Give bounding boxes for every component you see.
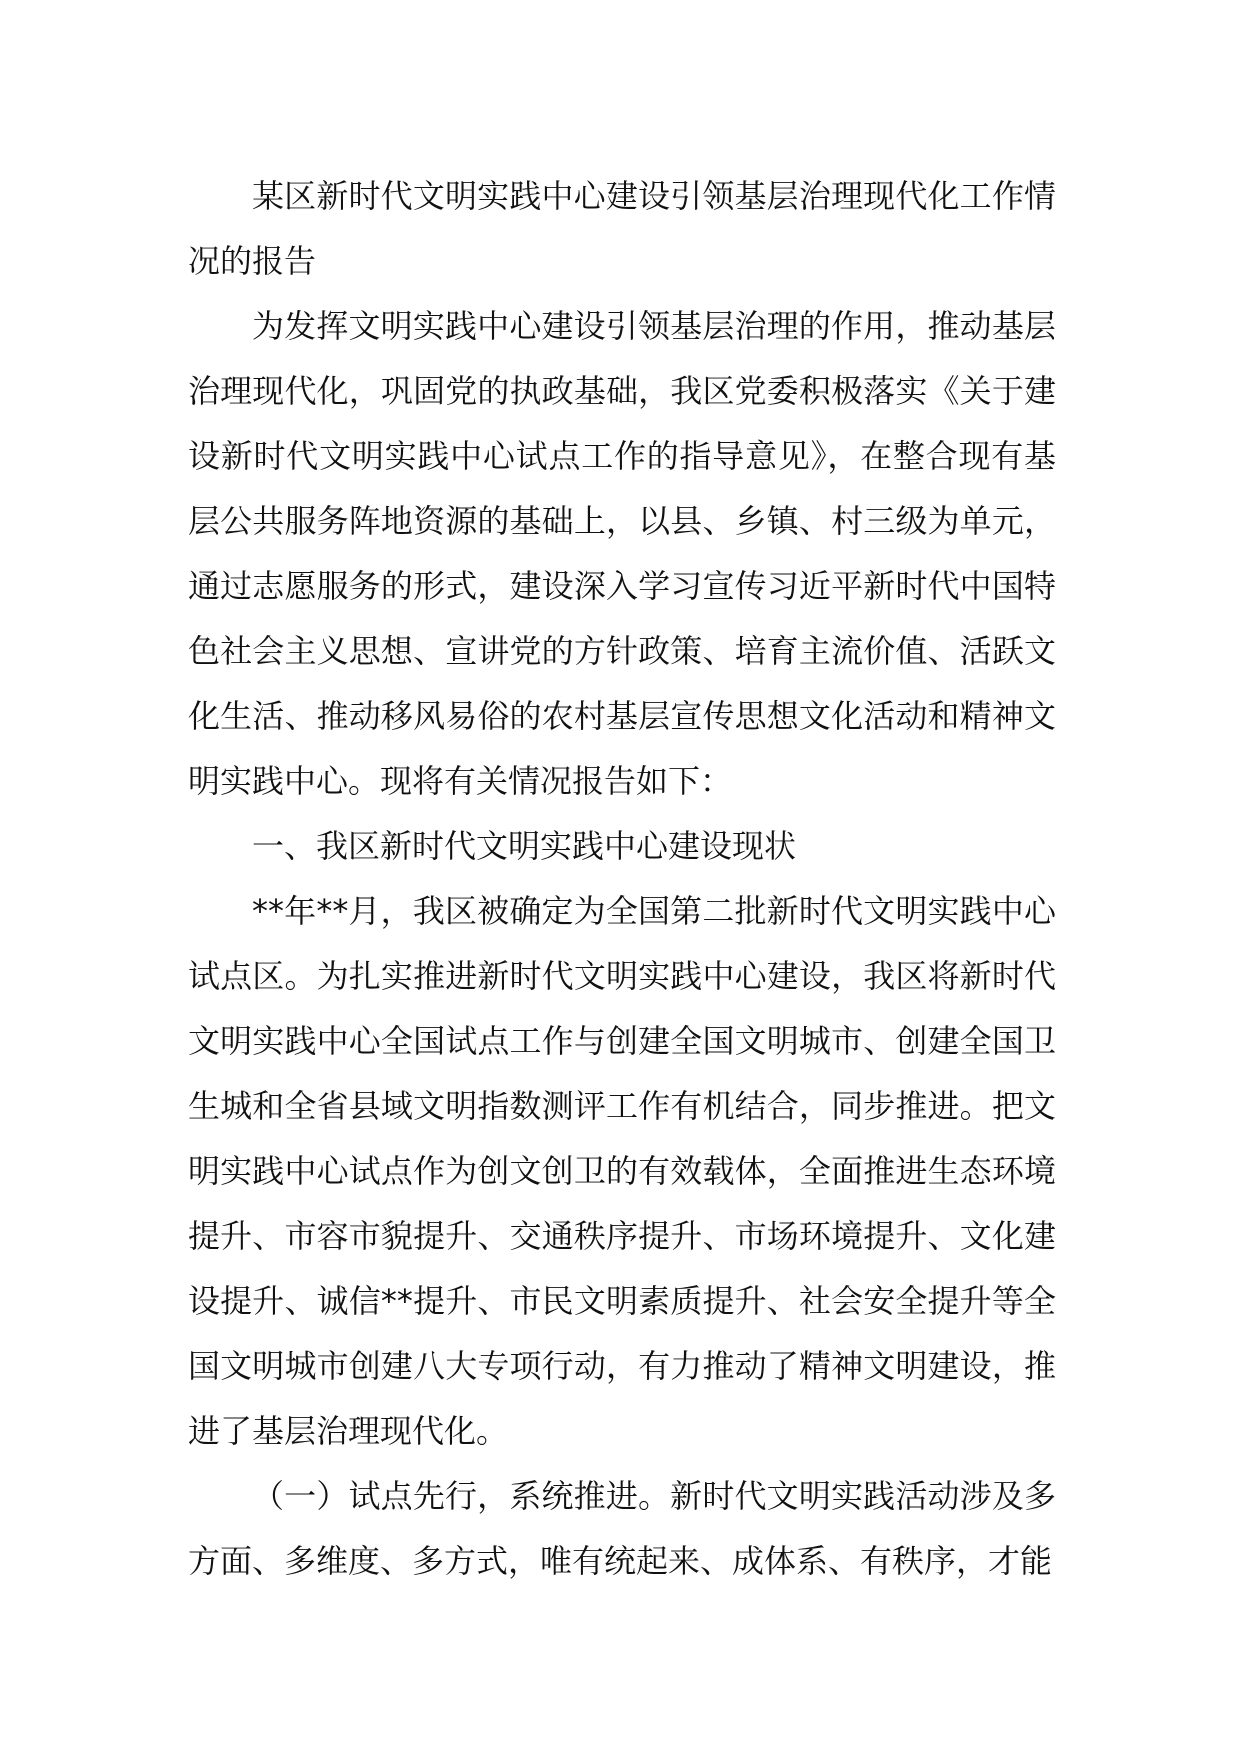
paragraph-status: **年**月，我区被确定为全国第二批新时代文明实践中心试点区。为扎实推进新时代文明实践中心建设，我区将新时代文明实践中心全国试点工作与创建全国文明城市、创建全国卫生城和全省县域文明指数测评工作有机结合，同步推进。把文明实践中心试点作为创文创卫的有效载体，全面推进生态环境提升、市容市貌提升、交通秩序提升、市场环境提升、文化建设提升、诚信**提升、市民文明素质提升、社会安全提升等全国文明城市创建八大专项行动，有力推动了精神文明建设，推进了基层治理现代化。 [188,892,1056,1450]
section-heading-1: 一、我区新时代文明实践中心建设现状 [252,827,797,865]
paragraph-subsection-1: （一）试点先行，系统推进。新时代文明实践活动涉及多方面、多维度、多方式，唯有统起来、成体系、有秩序，才能 [188,1477,1056,1580]
document-page [188,164,1056,1594]
document-title: 某区新时代文明实践中心建设引领基层治理现代化工作情况的报告 [188,177,1056,280]
paragraph-intro: 为发挥文明实践中心建设引领基层治理的作用，推动基层治理现代化，巩固党的执政基础，我区党委积极落实《关于建设新时代文明实践中心试点工作的指导意见》，在整合现有基层公共服务阵地资源的基础上，以县、乡镇、村三级为单元，通过志愿服务的形式，建设深入学习宣传习近平新时代中国特色社会主义思想、宣讲党的方针政策、培育主流价值、活跃文化生活、推动移风易俗的农村基层宣传思想文化活动和精神文明实践中心。现将有关情况报告如下： [188,307,1056,800]
